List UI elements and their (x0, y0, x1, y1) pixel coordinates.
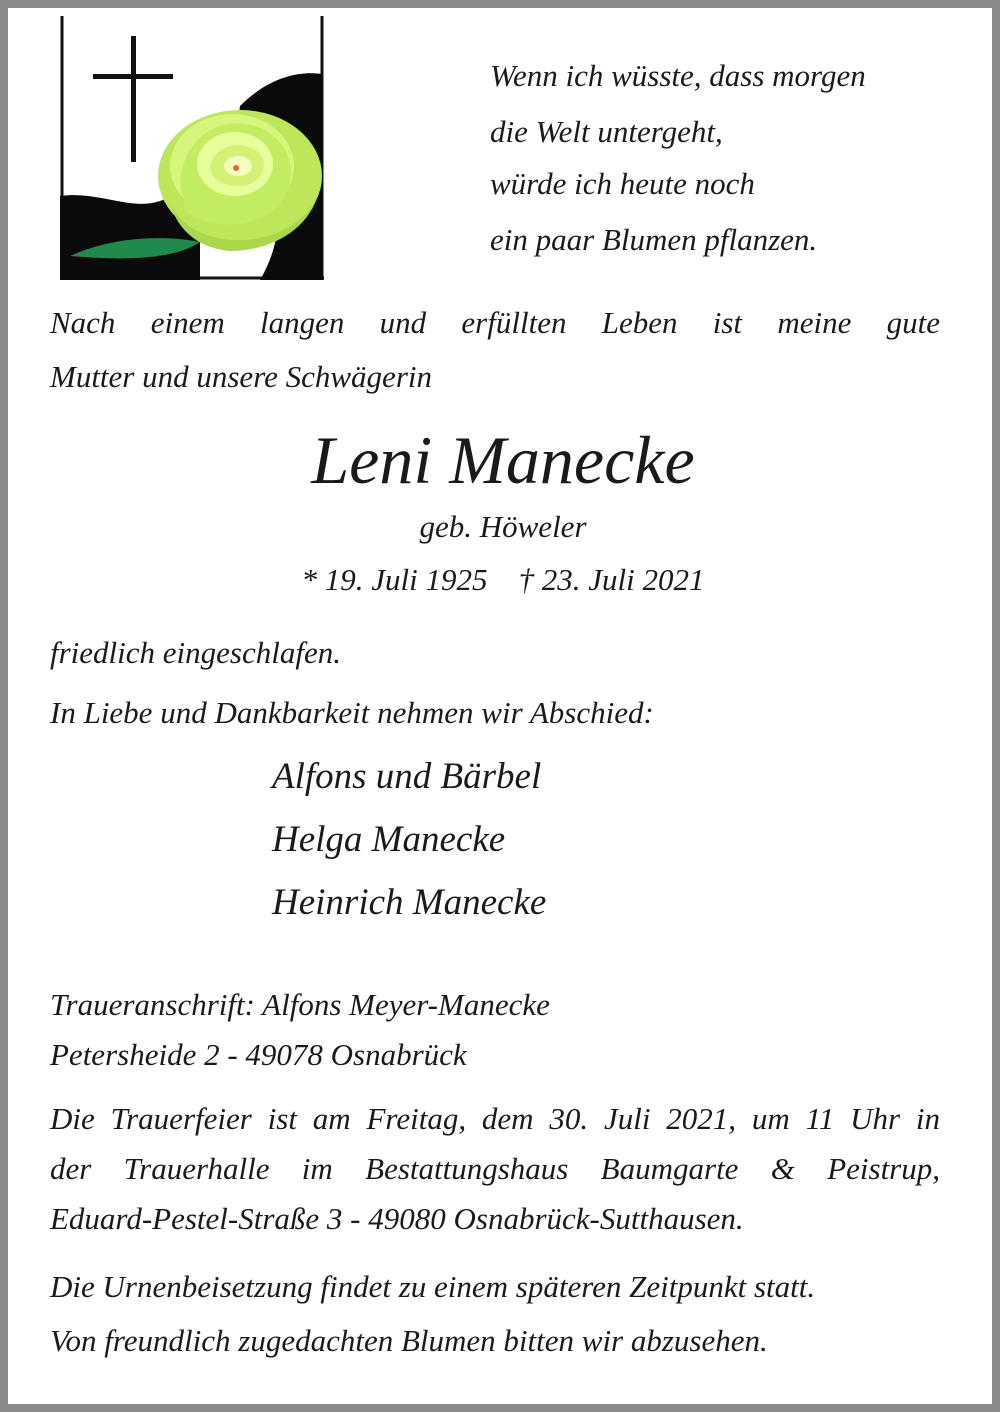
notes-line-1: Die Urnenbeisetzung findet zu einem späteren Zeitpunkt statt. (50, 1269, 816, 1304)
mourner-2: Helga Manecke (272, 819, 506, 860)
deceased-name: Leni Manecke (311, 422, 695, 498)
passing-text: friedlich eingeschlafen. (50, 635, 341, 670)
cross-rose-emblem (60, 16, 324, 280)
notes-line-2: Von freundlich zugedachten Blumen bitten wir abzusehen. (50, 1323, 768, 1358)
mourner-3: Heinrich Manecke (272, 882, 547, 923)
birth-name: geb. Höweler (419, 509, 587, 544)
quote-line-4: ein paar Blumen pflanzen. (490, 222, 818, 257)
ceremony-line-2: der Trauerhalle im Bestattungshaus Baumgarte & Peistrup, (50, 1151, 940, 1186)
quote-line-3: würde ich heute noch (490, 166, 755, 201)
quote-line-1: Wenn ich wüsste, dass morgen (490, 58, 866, 93)
address-line-2: Petersheide 2 - 49078 Osnabrück (50, 1037, 467, 1072)
quote-line-2: die Welt untergeht, (490, 114, 723, 149)
mourner-1: Alfons und Bärbel (272, 756, 542, 797)
ceremony-line-1: Die Trauerfeier ist am Freitag, dem 30. Juli 2021, um 11 Uhr in (50, 1101, 940, 1136)
address-line-1: Traueranschrift: Alfons Meyer-Manecke (50, 987, 550, 1022)
intro-line-2: Mutter und unsere Schwägerin (50, 359, 432, 394)
farewell-text: In Liebe und Dankbarkeit nehmen wir Abschied: (50, 695, 654, 730)
life-dates: * 19. Juli 1925 † 23. Juli 2021 (301, 562, 705, 597)
intro-line-1: Nach einem langen und erfüllten Leben ist meine gute (50, 305, 940, 340)
ceremony-line-3: Eduard-Pestel-Straße 3 - 49080 Osnabrück-Sutthausen. (50, 1201, 744, 1236)
